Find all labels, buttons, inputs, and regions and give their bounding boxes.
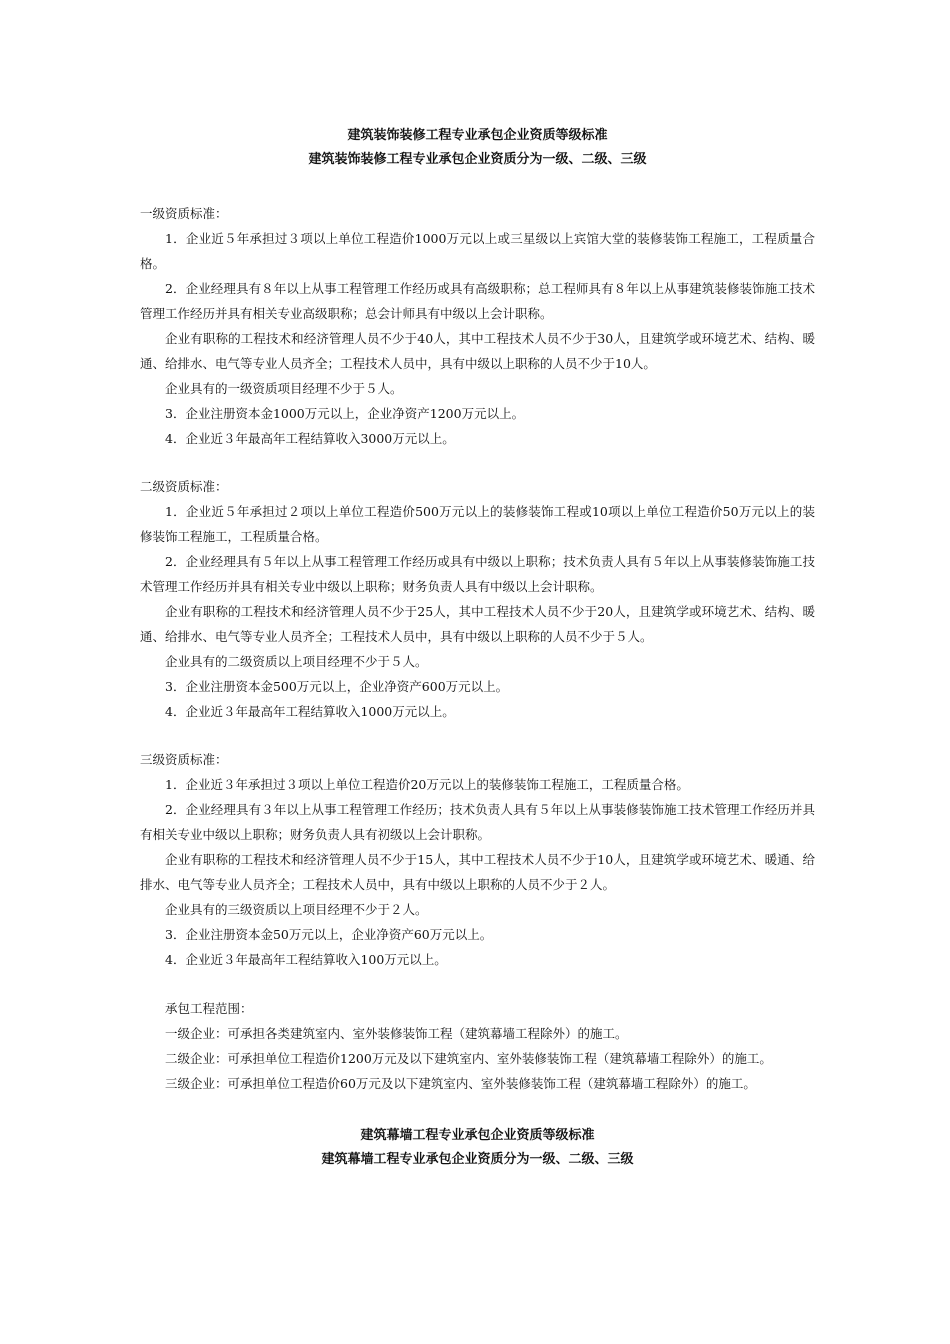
level1-item: 企业有职称的工程技术和经济管理人员不少于40人，其中工程技术人员不少于30人，且建筑学或环境艺术、结构、暖通、给排水、电气等专业人员齐全；工程技术人员中，具有中级以上职称的人员不少于10人。 bbox=[140, 331, 815, 371]
level3-item: 4．企业近３年最高年工程结算收入100万元以上。 bbox=[165, 952, 447, 967]
level2-block bbox=[140, 475, 815, 724]
document-page bbox=[140, 124, 815, 1172]
level3-heading: 三级资质标准： bbox=[140, 752, 228, 767]
level2-item: 企业具有的二级资质以上项目经理不少于５人。 bbox=[165, 654, 428, 669]
level2-item: 4．企业近３年最高年工程结算收入1000万元以上。 bbox=[165, 704, 455, 719]
scope-item: 三级企业：可承担单位工程造价60万元及以下建筑室内、室外装修装饰工程（建筑幕墙工程除外）的施工。 bbox=[165, 1076, 756, 1091]
level3-item: 企业具有的三级资质以上项目经理不少于２人。 bbox=[165, 902, 428, 917]
level2-item: 1．企业近５年承担过２项以上单位工程造价500万元以上的装修装饰工程或10项以上单位工程造价50万元以上的装修装饰工程施工，工程质量合格。 bbox=[140, 504, 815, 544]
level1-item: 2．企业经理具有８年以上从事工程管理工作经历或具有高级职称；总工程师具有８年以上从事建筑装修装饰施工技术管理工作经历并具有相关专业高级职称；总会计师具有中级以上会计职称。 bbox=[140, 281, 815, 321]
level1-item: 1．企业近５年承担过３项以上单位工程造价1000万元以上或三星级以上宾馆大堂的装修装饰工程施工，工程质量合格。 bbox=[140, 231, 815, 271]
level1-item: 3．企业注册资本金1000万元以上，企业净资产1200万元以上。 bbox=[165, 406, 525, 421]
scope-item: 一级企业：可承担各类建筑室内、室外装修装饰工程（建筑幕墙工程除外）的施工。 bbox=[165, 1026, 628, 1041]
scope-block bbox=[140, 996, 815, 1096]
level1-heading: 一级资质标准： bbox=[140, 206, 228, 221]
level2-item: 3．企业注册资本金500万元以上，企业净资产600万元以上。 bbox=[165, 679, 509, 694]
level2-heading: 二级资质标准： bbox=[140, 479, 228, 494]
level3-item: 1．企业近３年承担过３项以上单位工程造价20万元以上的装修装饰工程施工，工程质量合格。 bbox=[165, 777, 689, 792]
section2-subtitle: 建筑幕墙工程专业承包企业资质分为一级、二级、三级 bbox=[321, 1152, 634, 1167]
level2-item: 2．企业经理具有５年以上从事工程管理工作经历或具有中级以上职称；技术负责人具有５年以上从事装修装饰施工技术管理工作经历并具有相关专业中级以上职称；财务负责人具有中级以上会计职称。 bbox=[140, 554, 815, 594]
level3-item: 3．企业注册资本金50万元以上，企业净资产60万元以上。 bbox=[165, 927, 493, 942]
scope-heading: 承包工程范围： bbox=[165, 1001, 253, 1016]
section2-title: 建筑幕墙工程专业承包企业资质等级标准 bbox=[360, 1128, 595, 1143]
section-subtitle: 建筑装饰装修工程专业承包企业资质分为一级、二级、三级 bbox=[308, 152, 647, 167]
level3-item: 2．企业经理具有３年以上从事工程管理工作经历；技术负责人具有５年以上从事装修装饰施工技术管理工作经历并具有相关专业中级以上职称；财务负责人具有初级以上会计职称。 bbox=[140, 802, 815, 842]
section-title: 建筑装饰装修工程专业承包企业资质等级标准 bbox=[347, 128, 608, 143]
level3-item: 企业有职称的工程技术和经济管理人员不少于15人，其中工程技术人员不少于10人，且建筑学或环境艺术、暖通、给排水、电气等专业人员齐全；工程技术人员中，具有中级以上职称的人员不少于２人。 bbox=[140, 852, 815, 892]
scope-item: 二级企业：可承担单位工程造价1200万元及以下建筑室内、室外装修装饰工程（建筑幕墙工程除外）的施工。 bbox=[165, 1051, 772, 1066]
level1-item: 4．企业近３年最高年工程结算收入3000万元以上。 bbox=[165, 431, 455, 446]
level1-item: 企业具有的一级资质项目经理不少于５人。 bbox=[165, 381, 403, 396]
level2-item: 企业有职称的工程技术和经济管理人员不少于25人，其中工程技术人员不少于20人，且建筑学或环境艺术、结构、暖通、给排水、电气等专业人员齐全；工程技术人员中，具有中级以上职称的人员不少于５人。 bbox=[140, 604, 815, 644]
level3-block bbox=[140, 748, 815, 972]
level1-block bbox=[140, 202, 815, 451]
